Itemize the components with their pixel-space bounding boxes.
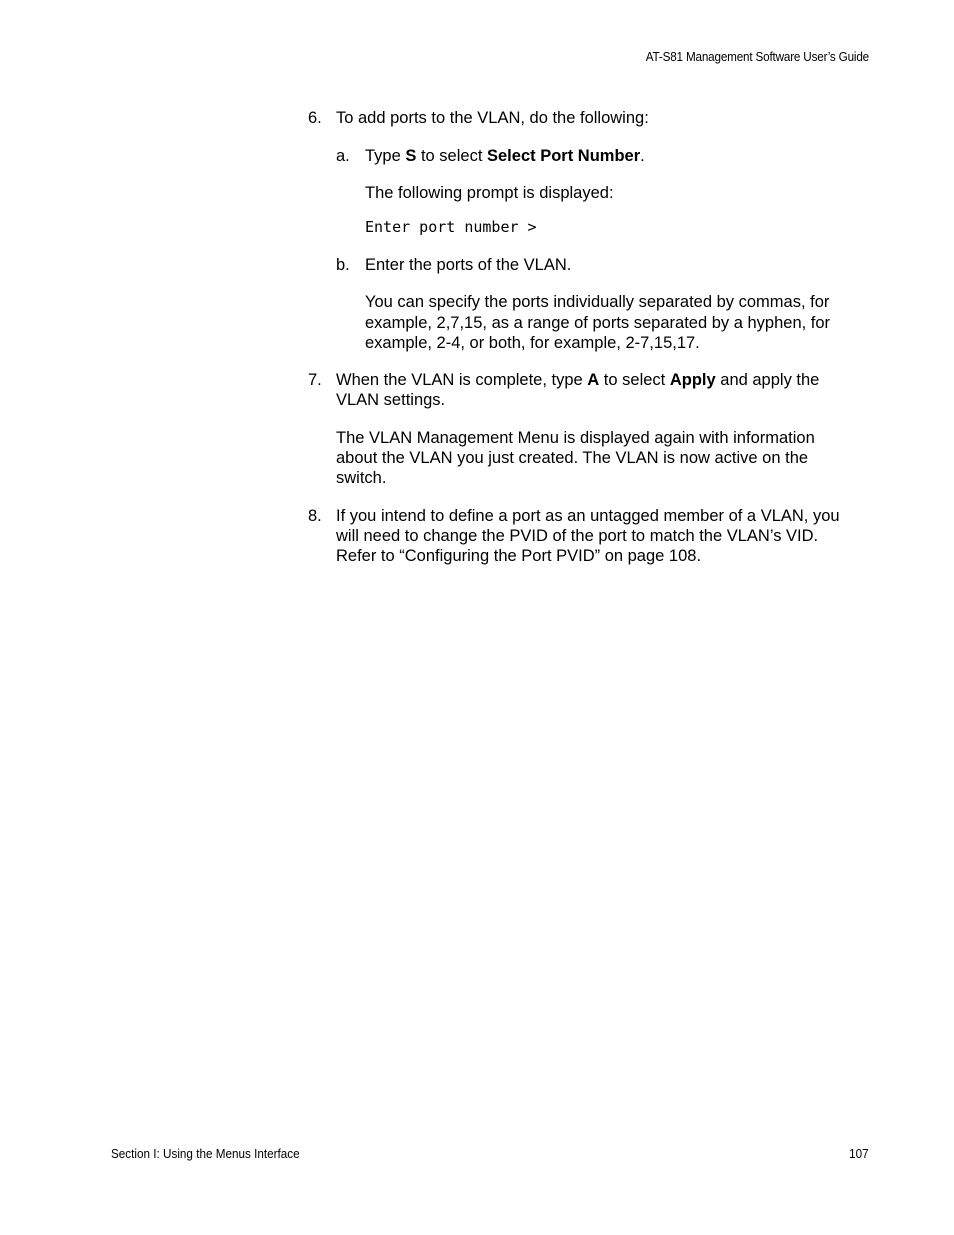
substep-b-detail-line-2: example, 2,7,15, as a range of ports separated by a hyphen, for xyxy=(365,314,831,332)
substep-a-note: The following prompt is displayed: xyxy=(365,184,614,202)
step-7-line-1: When the VLAN is complete, type A to select Apply and apply the xyxy=(336,371,820,389)
footer-section: Section I: Using the Menus Interface xyxy=(111,1146,300,1161)
running-header: AT-S81 Management Software User’s Guide xyxy=(645,49,869,64)
step-8-line-1: If you intend to define a port as an untagged member of a VLAN, you xyxy=(336,507,840,525)
substep-b-detail-line-1: You can specify the ports individually separated by commas, for xyxy=(365,293,830,311)
substep-b-detail-line-3: example, 2-4, or both, for example, 2-7,15,17. xyxy=(365,334,700,352)
step-6-text: To add ports to the VLAN, do the following: xyxy=(336,109,649,127)
substep-b-letter: b. xyxy=(336,256,350,274)
step-7-note-line-3: switch. xyxy=(336,469,387,487)
step-7-line-2: VLAN settings. xyxy=(336,391,446,409)
step-7-number: 7. xyxy=(308,371,322,389)
step-6-number: 6. xyxy=(308,109,322,127)
step-8-number: 8. xyxy=(308,507,322,525)
step-8-line-3: Refer to “Configuring the Port PVID” on page 108. xyxy=(336,547,702,565)
substep-b-text: Enter the ports of the VLAN. xyxy=(365,256,572,274)
step-7-note-line-2: about the VLAN you just created. The VLAN is now active on the xyxy=(336,449,809,467)
step-7-note-line-1: The VLAN Management Menu is displayed again with information xyxy=(336,429,815,447)
prompt-code: Enter port number > xyxy=(365,218,537,236)
option-apply: Apply xyxy=(669,371,716,389)
step-8-line-2: will need to change the PVID of the port to match the VLAN’s VID. xyxy=(336,527,819,545)
page-number: 107 xyxy=(849,1146,869,1161)
option-select-port-number: Select Port Number xyxy=(487,147,641,165)
key-s: S xyxy=(405,147,417,165)
substep-a-text: Type S to select Select Port Number. xyxy=(365,147,645,165)
substep-a-letter: a. xyxy=(336,147,350,165)
key-a: A xyxy=(587,371,600,389)
